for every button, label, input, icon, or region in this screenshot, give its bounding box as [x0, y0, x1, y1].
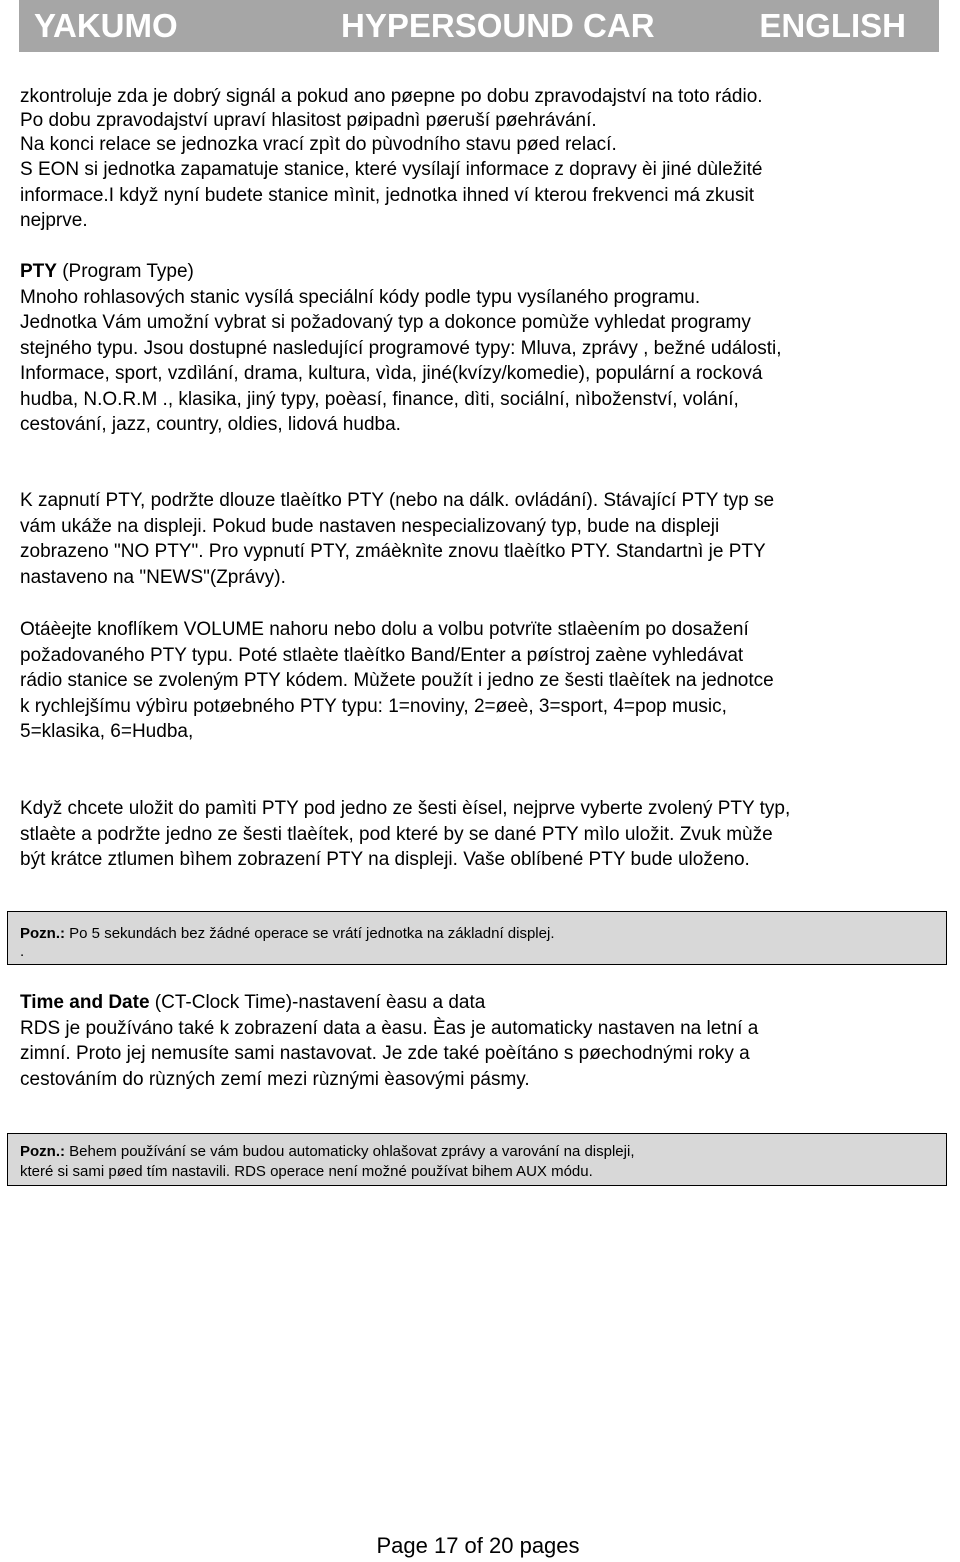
text-line: Informace, sport, vzdìlání, drama, kultura, vìda, jiné(kvízy/komedie), populární a rocková	[20, 363, 763, 384]
text-line: Mnoho rohlasových stanic vysílá speciální kódy podle typu vysílaného programu.	[20, 286, 701, 308]
heading-bold: PTY	[20, 261, 57, 282]
text-line: Jednotka Vám umožní vybrat si požadovaný typ a dokonce pomùže vyhledat programy	[20, 312, 751, 333]
paragraph-pty-on	[20, 488, 774, 590]
text-line: Otáèejte knoflíkem VOLUME nahoru nebo dolu a volbu potvrïte stlaèením po dosažení	[20, 619, 749, 640]
text-line: zobrazeno "NO PTY". Pro vypnutí PTY, zmáèknìte znovu tlaèítko PTY. Standartnì je PTY	[20, 541, 766, 562]
text-line: RDS je používáno také k zobrazení data a èasu. Èas je automaticky nastaven na letní a	[20, 1017, 759, 1039]
header-language: ENGLISH	[759, 7, 906, 44]
text-line: cestováním do rùzných zemí mezi rùznými èasovými pásmy.	[20, 1068, 530, 1090]
paragraph-volume	[20, 617, 774, 745]
heading-bold: Time and Date	[20, 992, 150, 1013]
text-line: S EON si jednotka zapamatuje stanice, které vysílají informace z dopravy èi jiné dùležité	[20, 159, 763, 180]
text-line: zimní. Proto jej nemusíte sami nastavovat. Je zde také poèítáno s pøechodnými roky a	[20, 1043, 750, 1064]
heading-rest: (CT-Clock Time)-nastavení èasu a data	[149, 992, 486, 1013]
paragraph-eon	[20, 84, 763, 234]
text-line: stejného typu. Jsou dostupné nasledující programové typy: Mluva, zprávy , bežné události,	[20, 337, 782, 359]
page-footer: Page 17 of 20 pages	[376, 1533, 580, 1558]
text-line: 5=klasika, 6=Hudba,	[20, 721, 194, 742]
note-line: které si sami pøed tím nastavili. RDS operace není možné používat bihem AUX módu.	[20, 1163, 593, 1180]
text-line: nastaveno na "NEWS"(Zprávy).	[20, 566, 286, 588]
note-label: Pozn.:	[20, 925, 65, 942]
heading-rest: (Program Type)	[56, 261, 194, 282]
text-line: informace.I když nyní budete stanice mìnit, jednotka ihned ví kterou frekvenci má zkusit	[20, 184, 754, 206]
note-line	[20, 924, 946, 944]
text-line: K zapnutí PTY, podržte dlouze tlaèítko PTY (nebo na dálk. ovládání). Stávající PTY typ se	[20, 490, 775, 511]
text-line: stlaète a podržte jedno ze šesti tlaèítek, pod které by se dané PTY mìlo uložit. Zvuk mùže	[20, 823, 773, 845]
text-line: požadovaného PTY typu. Poté stlaète tlaèítko Band/Enter a pøístroj zaène vyhledávat	[20, 644, 744, 666]
note-text: Po 5 sekundách bez žádné operace se vrátí jednotka na základní displej.	[65, 925, 555, 942]
text-line: Po dobu zpravodajství upraví hlasitost pøipadnì pøeruší pøehrávání.	[20, 109, 597, 131]
page-header	[19, 0, 939, 52]
text-line: zkontroluje zda je dobrý signál a pokud ano pøepne po dobu zpravodajství na toto rádio.	[20, 86, 763, 107]
text-line: hudba, N.O.R.M ., klasika, jiný typy, poèasí, finance, dìti, sociální, nìboženství, volání,	[20, 388, 739, 410]
note-text: Behem používání se vám budou automaticky ohlašovat zprávy a varování na displeji,	[65, 1143, 635, 1160]
section-heading-time	[20, 990, 758, 1016]
paragraph-memory	[20, 796, 790, 873]
header-product: HYPERSOUND CAR	[341, 7, 655, 44]
text-line: k rychlejšímu výbìru potøebného PTY typu: 1=noviny, 2=øeè, 3=sport, 4=pop music,	[20, 695, 727, 717]
text-line: vám ukáže na displeji. Pokud bude nastaven nespecializovaný typ, bude na displeji	[20, 515, 720, 537]
text-line: nejprve.	[20, 210, 88, 231]
text-line: cestování, jazz, country, oldies, lidová hudba.	[20, 414, 401, 435]
text-line: být krátce ztlumen bìhem zobrazení PTY na displeji. Vaše oblíbené PTY bude uloženo.	[20, 849, 750, 870]
header-brand: YAKUMO	[34, 7, 178, 44]
note-label: Pozn.:	[20, 1143, 65, 1160]
note-box-2	[7, 1133, 947, 1186]
paragraph-pty	[20, 259, 781, 438]
section-heading-pty	[20, 259, 781, 285]
paragraph-time-date	[20, 990, 758, 1092]
note-line	[20, 1142, 946, 1162]
note-box-1	[7, 911, 947, 965]
text-line: Na konci relace se jednozka vrací zpìt do pùvodního stavu pøed relací.	[20, 133, 617, 155]
text-line: rádio stanice se zvoleným PTY kódem. Mùžete použít i jedno ze šesti tlaèítek na jednotce	[20, 670, 774, 691]
text-line: Když chcete uložit do pamìti PTY pod jedno ze šesti èísel, nejprve vyberte zvolený PTY typ,	[20, 798, 791, 819]
note-line: .	[20, 943, 25, 960]
